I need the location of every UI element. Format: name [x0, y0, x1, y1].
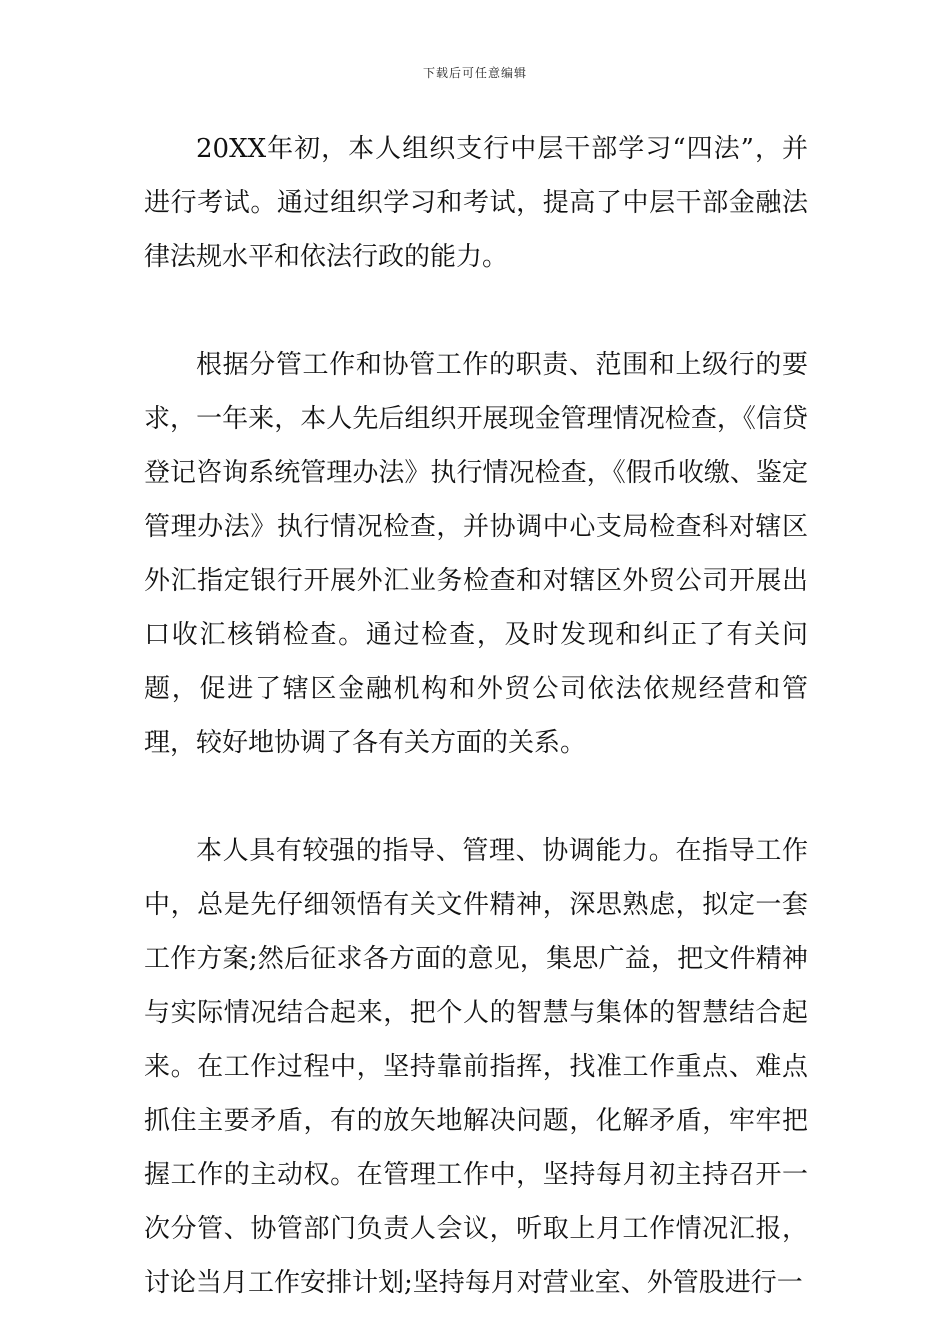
- paragraph-3: 本人具有较强的指导、管理、协调能力。在指导工作中，总是先仔细领悟有关文件精神，深思熟虑，拟定一套工作方案;然后征求各方面的意见，集思广益，把文件精神与实际情况结合起来，把个人的智慧与集体的智慧结合起来。在工作过程中，坚持靠前指挥，找准工作重点、难点抓住主要矛盾，有的放矢地解决问题，化解矛盾，牢牢把握工作的主动权。在管理工作中，坚持每月初主持召开一次分管、协管部门负责人会议，听取上月工作情况汇报，讨论当月工作安排计划;坚持每月对营业室、外管股进行一: [144, 836, 808, 1298]
- document-body: [144, 122, 808, 1310]
- paragraph-1: 20XX年初，本人组织支行中层干部学习“四法”，并进行考试。通过组织学习和考试，提高了中层干部金融法律法规水平和依法行政的能力。: [144, 134, 808, 272]
- page-header: 下载后可任意编辑: [422, 66, 527, 80]
- paragraph-2: 根据分管工作和协管工作的职责、范围和上级行的要求，一年来，本人先后组织开展现金管理情况检查，《信贷登记咨询系统管理办法》执行情况检查，《假币收缴、鉴定管理办法》执行情况检查，并协调中心支局检查科对辖区外汇指定银行开展外汇业务检查和对辖区外贸公司开展出口收汇核销检查。通过检查，及时发现和纠正了有关问题，促进了辖区金融机构和外贸公司依法依规经营和管理，较好地协调了各有关方面的关系。: [144, 350, 808, 758]
